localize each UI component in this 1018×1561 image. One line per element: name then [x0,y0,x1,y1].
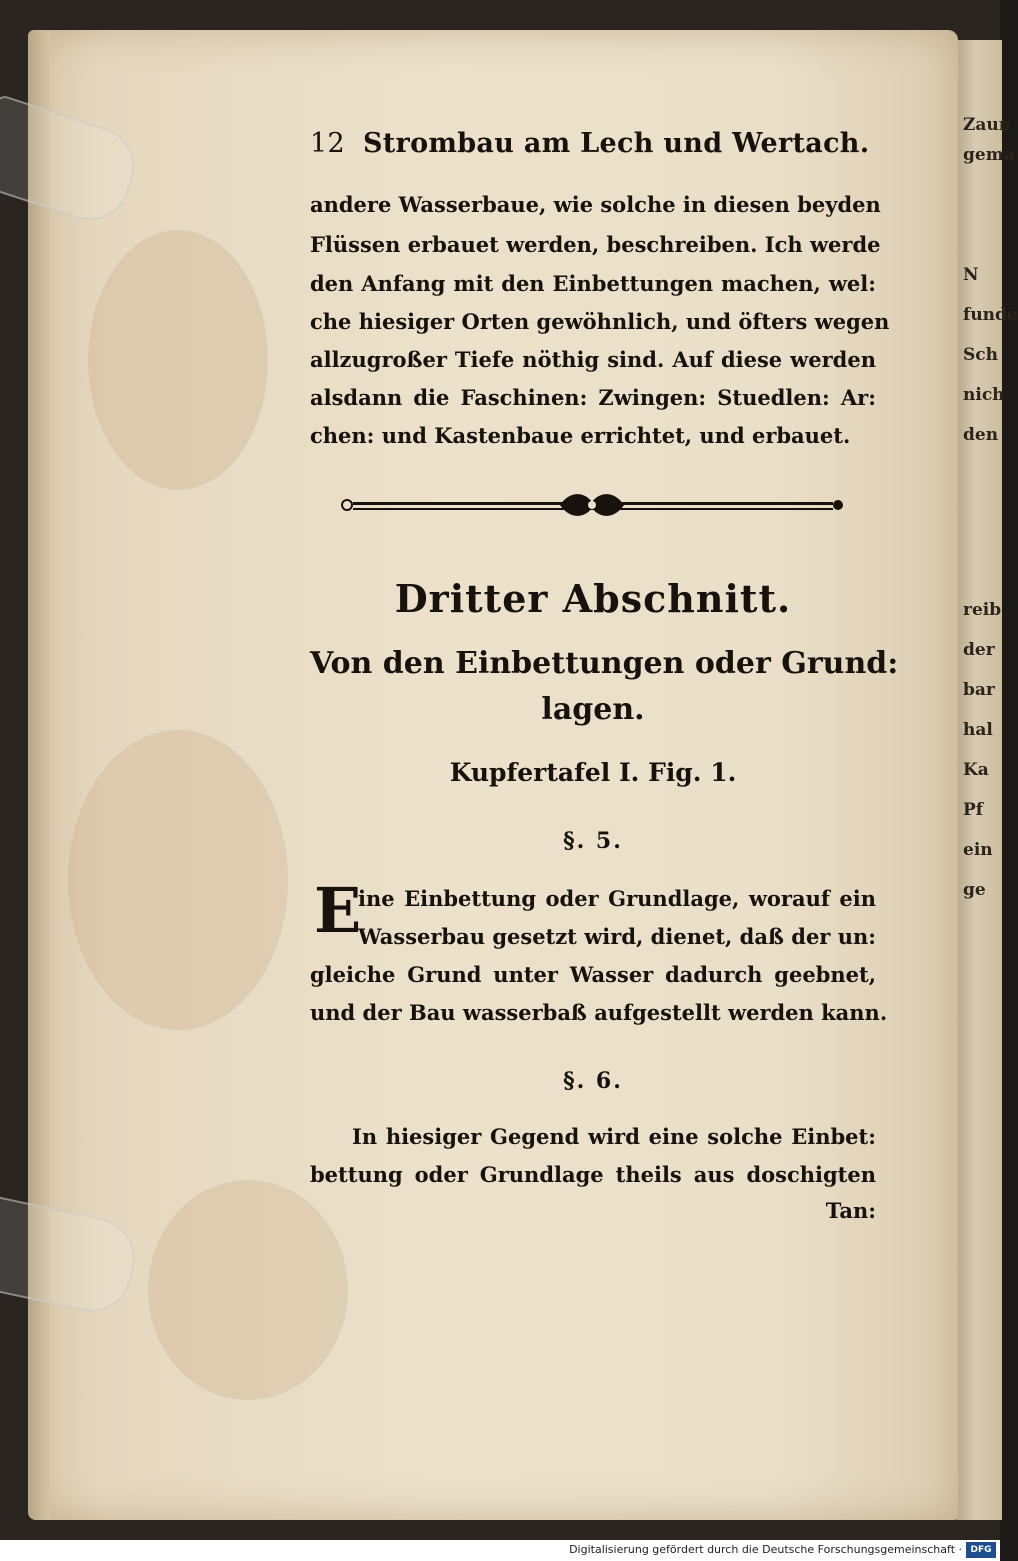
section-heading: §. 6. [563,1068,623,1094]
text-line: und der Bau wasserbaß aufgestellt werden kann. [310,1000,888,1025]
facing-page-edge [955,40,1018,1520]
chapter-subtitle: lagen. [541,692,645,727]
section-heading: §. 5. [563,828,623,854]
text-line: alsdann die Faschinen: Zwingen: Stuedlen: Ar: [310,385,876,410]
chapter-title: Dritter Abschnitt. [394,576,792,621]
chapter-subtitle: Von den Einbettungen oder Grund: [310,646,899,681]
facing-page-fragment: Ka [963,760,989,780]
funding-credit: Digitalisierung gefördert durch die Deutsche Forschungsgemeinschaft · [569,1543,962,1556]
text-line: bettung oder Grundlage theils aus doschigten [310,1162,876,1187]
text-line: ine Einbettung oder Grundlage, worauf ein [358,886,876,911]
facing-page-fragment: hal [963,720,993,740]
facing-page-fragment: der [963,640,995,660]
text-line: Wasserbau gesetzt wird, dienet, daß der un: [358,924,876,949]
text-line: che hiesiger Orten gewöhnlich, und öfters wegen [310,309,890,334]
facing-page-fragment: Sch [963,345,998,365]
paper-stain [68,730,288,1030]
text-line: chen: und Kastenbaue errichtet, und erbauet. [310,423,851,448]
facing-page-fragment: den [963,425,999,445]
text-line: allzugroßer Tiefe nöthig sind. Auf diese werden [310,347,876,372]
paper-stain [88,230,268,490]
running-header [310,128,870,159]
drop-cap: E [314,874,362,947]
ornament-rule [335,488,850,524]
facing-page-fragment: N [963,265,979,285]
facing-page-fragment: nich [963,385,1005,405]
text-line: Flüssen erbauet werden, beschreiben. Ich werde [310,232,881,257]
paper-stain [148,1180,348,1400]
facing-page-fragment: ge [963,880,986,900]
text-line: gleiche Grund unter Wasser dadurch geebnet, [310,962,876,987]
facing-page-fragment: reib [963,600,1002,620]
facing-page-fragment: bar [963,680,995,700]
page-number: 12 [310,128,345,159]
facing-page-fragment: ein [963,840,993,860]
dfg-logo: DFG [966,1542,996,1558]
text-line: andere Wasserbaue, wie solche in diesen beyden [310,192,881,217]
catchword: Tan: [825,1198,876,1223]
plate-reference: Kupfertafel I. Fig. 1. [449,758,737,787]
text-line: den Anfang mit den Einbettungen machen, wel: [310,271,876,296]
running-title: Strombau am Lech und Wertach. [362,128,870,159]
facing-page-fragment: Pf [963,800,984,820]
facing-page-fragment: Zaun [963,115,1012,135]
facing-page-fragment: funde [963,305,1018,325]
text-line: In hiesiger Gegend wird eine solche Einbet: [352,1124,876,1149]
facing-page-fragment: gema [963,145,1015,165]
